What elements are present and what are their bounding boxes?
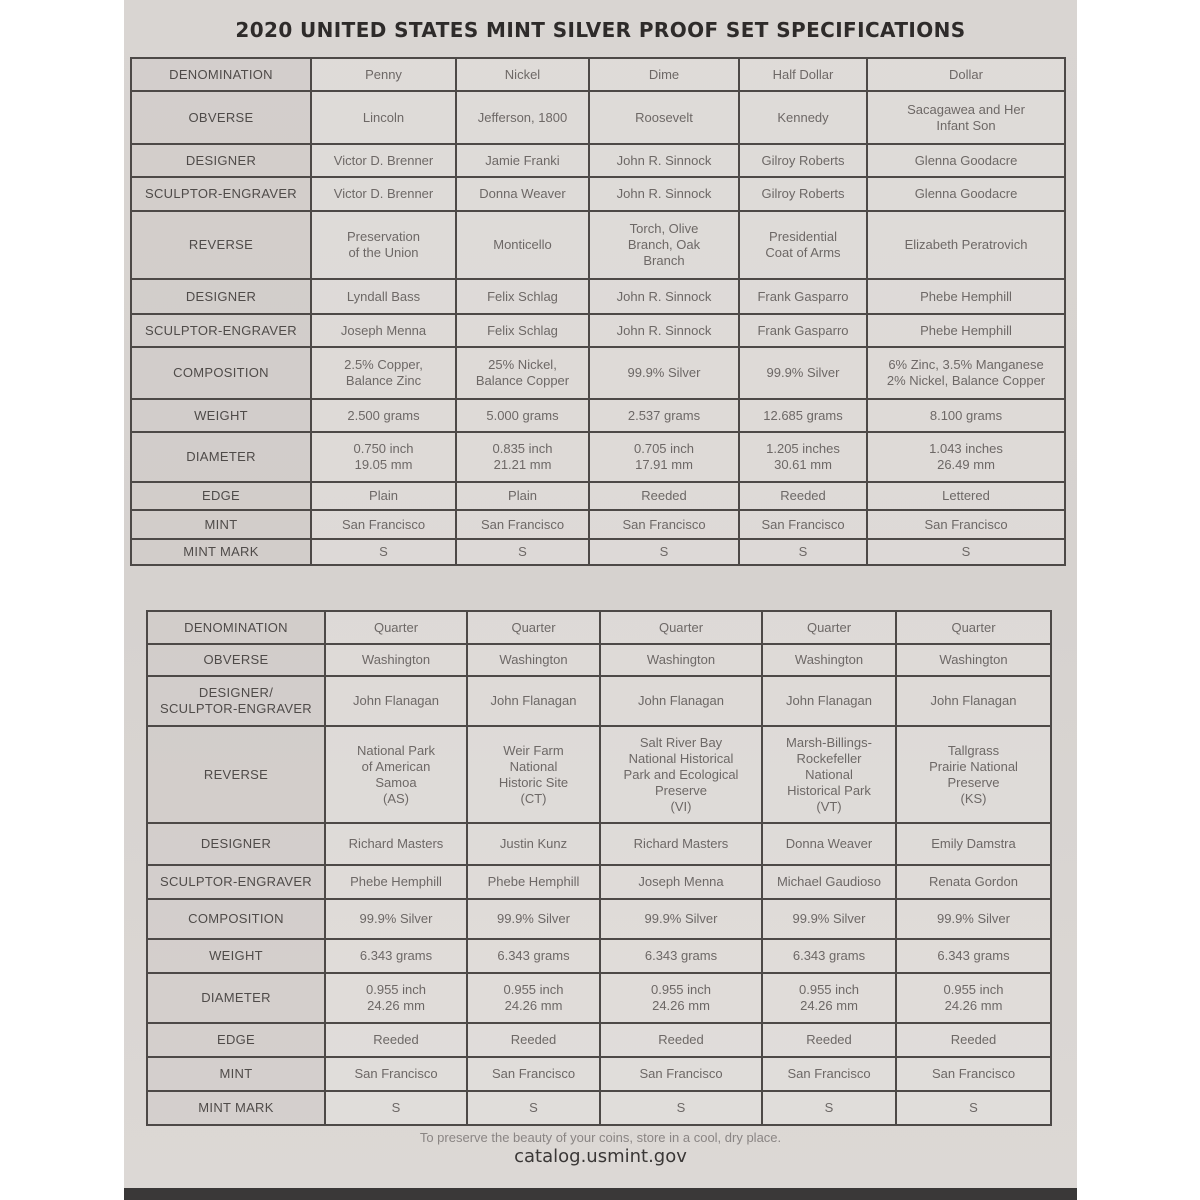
table-row bbox=[131, 58, 1065, 91]
table-row bbox=[147, 1057, 1051, 1091]
table-cell: Frank Gasparro bbox=[739, 314, 867, 347]
table-row bbox=[147, 1023, 1051, 1057]
table-cell: 1.205 inches 30.61 mm bbox=[739, 432, 867, 482]
table-cell: Victor D. Brenner bbox=[311, 177, 456, 211]
bottom-spec-table-body bbox=[147, 611, 1051, 1125]
table-cell: Renata Gordon bbox=[896, 865, 1051, 899]
table-cell: S bbox=[739, 539, 867, 565]
row-label: REVERSE bbox=[147, 726, 325, 823]
background-left bbox=[0, 0, 124, 1200]
catalog-url: catalog.usmint.gov bbox=[514, 1146, 687, 1167]
table-cell: Washington bbox=[762, 644, 896, 676]
table-cell: Reeded bbox=[467, 1023, 600, 1057]
table-cell: John Flanagan bbox=[467, 676, 600, 726]
table-cell: Nickel bbox=[456, 58, 589, 91]
table-cell: 6.343 grams bbox=[762, 939, 896, 973]
table-cell: Richard Masters bbox=[600, 823, 762, 865]
table-cell: Lyndall Bass bbox=[311, 279, 456, 314]
table-cell: San Francisco bbox=[456, 510, 589, 539]
row-label: EDGE bbox=[147, 1023, 325, 1057]
table-cell: S bbox=[896, 1091, 1051, 1125]
table-cell: 0.955 inch 24.26 mm bbox=[467, 973, 600, 1023]
storage-note: To preserve the beauty of your coins, store in a cool, dry place. bbox=[419, 1130, 782, 1145]
table-cell: San Francisco bbox=[311, 510, 456, 539]
table-cell: San Francisco bbox=[600, 1057, 762, 1091]
table-cell: S bbox=[589, 539, 739, 565]
table-cell: S bbox=[762, 1091, 896, 1125]
table-cell: John Flanagan bbox=[896, 676, 1051, 726]
table-cell: Michael Gaudioso bbox=[762, 865, 896, 899]
table-cell: Phebe Hemphill bbox=[867, 314, 1065, 347]
table-cell: Quarter bbox=[762, 611, 896, 644]
row-label: DIAMETER bbox=[147, 973, 325, 1023]
row-label: SCULPTOR-ENGRAVER bbox=[131, 314, 311, 347]
table-cell: Phebe Hemphill bbox=[325, 865, 467, 899]
table-cell: Reeded bbox=[589, 482, 739, 510]
table-cell: 0.750 inch 19.05 mm bbox=[311, 432, 456, 482]
table-cell: 99.9% Silver bbox=[739, 347, 867, 399]
table-cell: Half Dollar bbox=[739, 58, 867, 91]
table-cell: Donna Weaver bbox=[456, 177, 589, 211]
table-cell: Felix Schlag bbox=[456, 314, 589, 347]
table-cell: Donna Weaver bbox=[762, 823, 896, 865]
table-cell: Torch, Olive Branch, Oak Branch bbox=[589, 211, 739, 279]
row-label: EDGE bbox=[131, 482, 311, 510]
table-cell: Reeded bbox=[739, 482, 867, 510]
table-cell: 99.9% Silver bbox=[896, 899, 1051, 939]
table-cell: Weir Farm National Historic Site (CT) bbox=[467, 726, 600, 823]
spec-sheet bbox=[124, 0, 1077, 1188]
table-cell: 6% Zinc, 3.5% Manganese 2% Nickel, Balance Copper bbox=[867, 347, 1065, 399]
table-cell: San Francisco bbox=[739, 510, 867, 539]
table-cell: 0.955 inch 24.26 mm bbox=[762, 973, 896, 1023]
row-label: COMPOSITION bbox=[147, 899, 325, 939]
table-cell: 5.000 grams bbox=[456, 399, 589, 432]
table-row bbox=[131, 177, 1065, 211]
row-label: REVERSE bbox=[131, 211, 311, 279]
table-cell: Kennedy bbox=[739, 91, 867, 144]
table-row bbox=[131, 399, 1065, 432]
table-cell: Washington bbox=[896, 644, 1051, 676]
table-cell: Reeded bbox=[762, 1023, 896, 1057]
table-cell: S bbox=[325, 1091, 467, 1125]
table-cell: Frank Gasparro bbox=[739, 279, 867, 314]
bottom-edge-shadow bbox=[124, 1188, 1077, 1200]
table-cell: Lincoln bbox=[311, 91, 456, 144]
top-spec-table bbox=[130, 57, 1066, 566]
table-cell: Washington bbox=[467, 644, 600, 676]
table-cell: 0.835 inch 21.21 mm bbox=[456, 432, 589, 482]
row-label: DESIGNER bbox=[131, 144, 311, 177]
table-cell: 99.9% Silver bbox=[325, 899, 467, 939]
table-cell: Lettered bbox=[867, 482, 1065, 510]
table-cell: 1.043 inches 26.49 mm bbox=[867, 432, 1065, 482]
table-cell: Gilroy Roberts bbox=[739, 144, 867, 177]
row-label: MINT MARK bbox=[131, 539, 311, 565]
table-cell: Sacagawea and Her Infant Son bbox=[867, 91, 1065, 144]
table-cell: 6.343 grams bbox=[600, 939, 762, 973]
table-row bbox=[147, 973, 1051, 1023]
table-row bbox=[131, 539, 1065, 565]
table-cell: Phebe Hemphill bbox=[467, 865, 600, 899]
table-cell: San Francisco bbox=[867, 510, 1065, 539]
table-row bbox=[147, 676, 1051, 726]
table-cell: 99.9% Silver bbox=[467, 899, 600, 939]
table-cell: Salt River Bay National Historical Park and Ecological Preserve (VI) bbox=[600, 726, 762, 823]
table-cell: S bbox=[467, 1091, 600, 1125]
table-cell: S bbox=[600, 1091, 762, 1125]
table-cell: 2.500 grams bbox=[311, 399, 456, 432]
table-cell: Monticello bbox=[456, 211, 589, 279]
table-cell: 99.9% Silver bbox=[589, 347, 739, 399]
table-cell: Reeded bbox=[600, 1023, 762, 1057]
table-cell: 6.343 grams bbox=[467, 939, 600, 973]
table-row bbox=[131, 279, 1065, 314]
table-cell: 0.705 inch 17.91 mm bbox=[589, 432, 739, 482]
row-label: OBVERSE bbox=[131, 91, 311, 144]
table-cell: Presidential Coat of Arms bbox=[739, 211, 867, 279]
table-cell: Washington bbox=[325, 644, 467, 676]
table-cell: 99.9% Silver bbox=[762, 899, 896, 939]
table-cell: 8.100 grams bbox=[867, 399, 1065, 432]
table-row bbox=[131, 432, 1065, 482]
table-cell: John R. Sinnock bbox=[589, 314, 739, 347]
page-title: 2020 UNITED STATES MINT SILVER PROOF SET SPECIFICATIONS bbox=[235, 18, 966, 42]
table-row bbox=[147, 611, 1051, 644]
row-label: WEIGHT bbox=[131, 399, 311, 432]
table-row bbox=[147, 899, 1051, 939]
table-cell: Joseph Menna bbox=[311, 314, 456, 347]
table-row bbox=[147, 1091, 1051, 1125]
table-row bbox=[131, 347, 1065, 399]
table-cell: 99.9% Silver bbox=[600, 899, 762, 939]
table-cell: S bbox=[311, 539, 456, 565]
table-cell: San Francisco bbox=[325, 1057, 467, 1091]
table-cell: John Flanagan bbox=[600, 676, 762, 726]
table-cell: 6.343 grams bbox=[896, 939, 1051, 973]
table-cell: Elizabeth Peratrovich bbox=[867, 211, 1065, 279]
row-label: MINT bbox=[147, 1057, 325, 1091]
table-cell: Felix Schlag bbox=[456, 279, 589, 314]
table-cell: 2.537 grams bbox=[589, 399, 739, 432]
table-cell: San Francisco bbox=[589, 510, 739, 539]
table-cell: Tallgrass Prairie National Preserve (KS) bbox=[896, 726, 1051, 823]
table-cell: Phebe Hemphill bbox=[867, 279, 1065, 314]
table-cell: S bbox=[867, 539, 1065, 565]
background-right bbox=[1077, 0, 1200, 1200]
table-cell: Plain bbox=[456, 482, 589, 510]
table-cell: San Francisco bbox=[762, 1057, 896, 1091]
row-label: WEIGHT bbox=[147, 939, 325, 973]
table-cell: Washington bbox=[600, 644, 762, 676]
bottom-spec-table bbox=[146, 610, 1052, 1126]
row-label: MINT MARK bbox=[147, 1091, 325, 1125]
table-cell: Joseph Menna bbox=[600, 865, 762, 899]
table-cell: Plain bbox=[311, 482, 456, 510]
table-cell: Quarter bbox=[600, 611, 762, 644]
table-cell: Marsh-Billings- Rockefeller National Historical Park (VT) bbox=[762, 726, 896, 823]
table-cell: S bbox=[456, 539, 589, 565]
table-cell: John Flanagan bbox=[325, 676, 467, 726]
row-label: DESIGNER bbox=[131, 279, 311, 314]
top-spec-table-body bbox=[131, 58, 1065, 565]
row-label: SCULPTOR-ENGRAVER bbox=[147, 865, 325, 899]
row-label: DENOMINATION bbox=[147, 611, 325, 644]
table-row bbox=[147, 644, 1051, 676]
table-cell: John Flanagan bbox=[762, 676, 896, 726]
table-cell: Richard Masters bbox=[325, 823, 467, 865]
row-label: DESIGNER/ SCULPTOR-ENGRAVER bbox=[147, 676, 325, 726]
table-cell: Reeded bbox=[325, 1023, 467, 1057]
table-cell: 2.5% Copper, Balance Zinc bbox=[311, 347, 456, 399]
table-row bbox=[147, 939, 1051, 973]
table-cell: Reeded bbox=[896, 1023, 1051, 1057]
row-label: DENOMINATION bbox=[131, 58, 311, 91]
table-cell: Roosevelt bbox=[589, 91, 739, 144]
table-cell: Preservation of the Union bbox=[311, 211, 456, 279]
table-row bbox=[147, 726, 1051, 823]
table-cell: 0.955 inch 24.26 mm bbox=[600, 973, 762, 1023]
table-row bbox=[131, 144, 1065, 177]
table-cell: Penny bbox=[311, 58, 456, 91]
table-row bbox=[147, 865, 1051, 899]
table-cell: John R. Sinnock bbox=[589, 177, 739, 211]
table-cell: Quarter bbox=[467, 611, 600, 644]
table-row bbox=[131, 510, 1065, 539]
table-cell: Quarter bbox=[325, 611, 467, 644]
table-row bbox=[131, 91, 1065, 144]
table-cell: Jefferson, 1800 bbox=[456, 91, 589, 144]
row-label: MINT bbox=[131, 510, 311, 539]
table-cell: National Park of American Samoa (AS) bbox=[325, 726, 467, 823]
table-row bbox=[131, 211, 1065, 279]
row-label: DESIGNER bbox=[147, 823, 325, 865]
table-cell: Dime bbox=[589, 58, 739, 91]
table-cell: 6.343 grams bbox=[325, 939, 467, 973]
table-cell: San Francisco bbox=[896, 1057, 1051, 1091]
table-cell: Glenna Goodacre bbox=[867, 144, 1065, 177]
table-cell: John R. Sinnock bbox=[589, 144, 739, 177]
table-cell: Gilroy Roberts bbox=[739, 177, 867, 211]
table-cell: Victor D. Brenner bbox=[311, 144, 456, 177]
table-cell: San Francisco bbox=[467, 1057, 600, 1091]
row-label: SCULPTOR-ENGRAVER bbox=[131, 177, 311, 211]
table-cell: 0.955 inch 24.26 mm bbox=[325, 973, 467, 1023]
row-label: DIAMETER bbox=[131, 432, 311, 482]
table-row bbox=[131, 482, 1065, 510]
table-cell: 0.955 inch 24.26 mm bbox=[896, 973, 1051, 1023]
table-cell: Dollar bbox=[867, 58, 1065, 91]
table-cell: Quarter bbox=[896, 611, 1051, 644]
table-row bbox=[131, 314, 1065, 347]
table-cell: 25% Nickel, Balance Copper bbox=[456, 347, 589, 399]
row-label: COMPOSITION bbox=[131, 347, 311, 399]
table-cell: John R. Sinnock bbox=[589, 279, 739, 314]
row-label: OBVERSE bbox=[147, 644, 325, 676]
table-cell: Glenna Goodacre bbox=[867, 177, 1065, 211]
table-cell: Jamie Franki bbox=[456, 144, 589, 177]
table-row bbox=[147, 823, 1051, 865]
table-cell: Emily Damstra bbox=[896, 823, 1051, 865]
table-cell: 12.685 grams bbox=[739, 399, 867, 432]
table-cell: Justin Kunz bbox=[467, 823, 600, 865]
